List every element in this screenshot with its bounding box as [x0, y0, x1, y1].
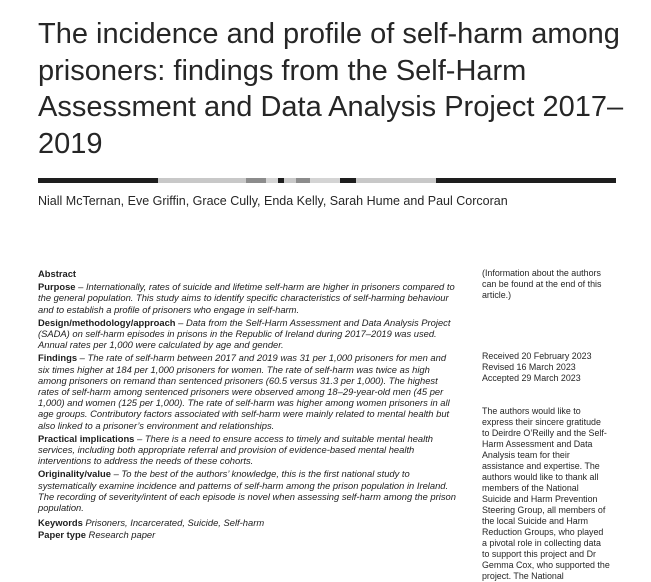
keywords-label: Keywords	[38, 517, 83, 529]
abstract-section-originality	[38, 468, 456, 513]
rule-segment	[266, 178, 278, 183]
rule-segment	[310, 178, 340, 183]
rule-segment	[38, 178, 158, 183]
submission-dates	[482, 351, 610, 384]
received-date: Received 20 February 2023	[482, 351, 592, 361]
author-info-note: (Information about the authors can be found at the end of this article.)	[482, 268, 602, 300]
section-text: – Data from the Self-Harm Assessment and Data Analysis Project (SADA) on self-harm episodes in prisons in the Republic of Ireland during 2017–2019 was used. Annual rates per 1,000 were calculated by age and gender.	[38, 316, 451, 351]
paper-type-text: Research paper	[88, 529, 156, 541]
rule-segment	[356, 178, 436, 183]
rule-segment	[436, 178, 616, 183]
abstract-section-design	[38, 317, 456, 351]
paper-type-line	[38, 529, 456, 540]
section-label: Practical implications	[38, 432, 135, 444]
rule-segment	[284, 178, 296, 183]
keywords-line	[38, 517, 456, 528]
revised-date: Revised 16 March 2023	[482, 362, 576, 372]
rule-segment	[158, 178, 246, 183]
section-text: – The rate of self-harm between 2017 and 2019 was 31 per 1,000 prisoners for men and six times higher at 184 per 1,000 prisoners for women. The rate of self-harm was twice as high among prisoners on remand than sentenced prisoners (60.5 versus 31.3 per 1,000). The highest rates of self-harm among sentenced prisoners were observed among 18–29-year-old men (45 per 1,000) and women (125 per 1,000). The rate of self-harm was higher among women prisoners in all age groups. Contributory factors associated with self-harm were mainly related to mental health but also linked to a prisoner’s environment and relationships.	[38, 352, 450, 431]
abstract-heading: Abstract	[38, 268, 77, 279]
section-text: – Internationally, rates of suicide and lifetime self-harm are higher in prisoners compared to the general population. This study aims to identify specific characteristics of self-harming behaviour and to establish a profile of prisoners who engage in self-harm.	[38, 281, 455, 315]
section-label: Design/methodology/approach	[38, 316, 176, 328]
section-text: – There is a need to ensure access to timely and suitable mental health services, including both appropriate referral and provision of evidence-based mental health interventions to address the needs of these cohorts.	[38, 432, 434, 467]
article-title: The incidence and profile of self-harm among prisoners: findings from the Self-Harm Assessment and Data Analysis Project 2017–2019	[38, 18, 624, 160]
decorative-rule	[38, 178, 616, 183]
keywords-text: Prisoners, Incarcerated, Suicide, Self-harm	[85, 517, 265, 529]
section-label: Findings	[38, 352, 78, 364]
section-text: – To the best of the authors’ knowledge, this is the first national study to systematically examine incidence and patterns of self-harm among the prison population in Ireland. The recording of severity/intent of each episode is novel when assessing self-harm among the prison population.	[38, 468, 456, 514]
abstract-section-findings	[38, 352, 456, 430]
rule-segment	[340, 178, 356, 183]
abstract-section-purpose	[38, 281, 456, 315]
rule-segment	[246, 178, 266, 183]
section-label: Originality/value	[38, 468, 111, 480]
abstract-section-implications	[38, 433, 456, 467]
paper-type-label: Paper type	[38, 529, 86, 541]
abstract-block	[38, 266, 456, 541]
author-list: Niall McTernan, Eve Griffin, Grace Cully, Enda Kelly, Sarah Hume and Paul Corcoran	[38, 194, 508, 208]
section-label: Purpose	[38, 281, 76, 293]
accepted-date: Accepted 29 March 2023	[482, 373, 581, 383]
rule-segment	[296, 178, 310, 183]
acknowledgements: The authors would like to express their sincere gratitude to Deirdre O’Reilly and the Self-Harm Assessment and Data Analysis team for their assistance and expertise. The authors would like to thank all members of the National Suicide and Harm Prevention Steering Group, all members of the local Suicide and Harm Reduction Groups, who played a pivotal role in collecting data to support this project and Dr Gemma Cox, who supported the project. The National	[482, 406, 610, 581]
